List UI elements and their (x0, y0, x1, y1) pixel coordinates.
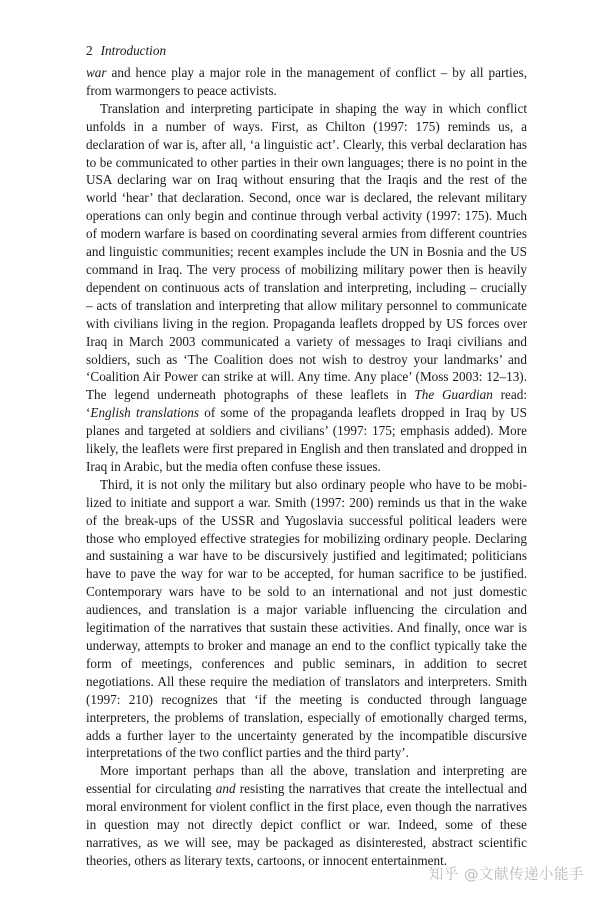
watermark: 知乎 @文献传递小能手 (428, 867, 584, 883)
text-run: read: ‘ (86, 387, 527, 421)
text-run: More important perhaps than all the above, translation and interpreting are essential for circulating (86, 763, 527, 797)
paragraph (86, 64, 527, 100)
text-run: resisting the narratives that create the intellectual and moral environment for violent conflict in the first place, even though the narratives in question may not directly depict conflict or war. Indeed, some of these narratives, as we will see, may be packaged as disinterested, abstract scientific theories, others as literary texts, cartoons, or innocent entertainment. (86, 781, 527, 868)
italic-text: The Guardian (414, 387, 493, 403)
page-number: 2 (86, 43, 93, 58)
book-page (86, 42, 527, 870)
body-text (86, 64, 527, 870)
italic-text: war (86, 65, 107, 80)
text-run: Translation and interpreting participate in shaping the way in which conflict unfolds in a number of ways. First, as Chilton (1997: 175) reminds us, a declaration of war is, after all, ‘a linguistic act’. Clearly, this verbal declaration has to be communicated to other parties in their own languages; there is no point in the USA declaring war on Iraq without ensuring that the Iraqis and the rest of the world ‘hear’ that declaration. Second, once war is declared, the relevant military operations can only begin and continue through verbal activity (1997: 175). Much of modern warfare is based on coordinating several armies from different countries and linguistic communities; recent examples include the UN in Bosnia and the US command in Iraq. The very process of mobilizing military power then is heavily dependent on continuous acts of translation and interpreting, including – crucially – acts of translation and interpreting that allow military personnel to communicate with civilians living in the region. Propaganda leaflets dropped by US forces over Iraq in March 2003 communicated a variety of messages to Iraqi civilians and soldiers, such as ‘The Coalition does not wish to destroy your landmarks’ and ‘Coalition Air Power can strike at will. Any time. Any place’ (Moss 2003: 12–13). The legend underneath photographs of these leaflets in (86, 100, 527, 403)
text-run: and hence play a major role in the management of conflict – by all parties, from warmongers to peace activists. (86, 65, 527, 98)
paragraph (86, 476, 527, 763)
italic-text: and (215, 781, 236, 797)
chapter-title: Introduction (100, 43, 167, 58)
running-head (86, 42, 527, 60)
italic-text: English translations (90, 405, 199, 421)
paragraph (86, 762, 527, 869)
text-run: Third, it is not only the military but also ordinary people who have to be mobilized to initiate and support a war. Smith (1997: 200) reminds us that in the wake of the break-ups of the USSR and Yugoslavia successful political leaders were those who employed effective strategies for mobilizing ordinary people. Declaring and sustaining a war have to be discursively justified and legitimated; politicians have to pave the way for war to be accepted, for human sacrifice to be justified. Contemporary wars have to be sold to an international and not just domestic audiences, and translation is a major variable influencing the circulation and legitimation of the narratives that sustain these activities. And finally, once war is underway, attempts to broker and manage an end to the conflict typically take the form of meetings, conferences and public seminars, in addition to secret negotiations. All these require the mediation of translators and interpreters. Smith (1997: 210) recognizes that ‘if the meeting is conducted through language interpreters, the problems of translation, especially of emotionally charged terms, adds a further layer to the uncertainty generated by the incompatible discursive interpretations of the two conflict parties and the third party’. (86, 476, 527, 761)
text-run: of some of the propaganda leaflets dropped in Iraq by US planes and targeted at soldiers and civilians’ (1997: 175; emphasis added). More likely, the leaflets were first prepared in English and then translated and dropped in Iraq in Arabic, but the media often confuse these issues. (86, 405, 527, 474)
paragraph (86, 100, 527, 476)
